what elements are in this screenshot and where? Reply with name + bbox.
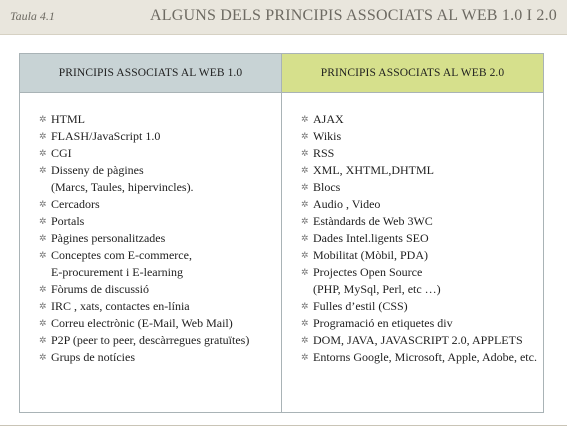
list-item — [39, 281, 281, 298]
web2-column — [282, 54, 543, 412]
list-item — [301, 111, 543, 128]
list-item-text: P2P (peer to peer, descàrregues gratuïtes) — [51, 333, 250, 347]
web1-list — [20, 93, 281, 366]
list-item-text: XML, XHTML,DHTML — [313, 163, 434, 177]
list-item-text: HTML — [51, 112, 85, 126]
bullet-star-icon: ✲ — [301, 165, 309, 175]
list-item-text: Dades Intel.ligents SEO — [313, 231, 429, 245]
bullet-star-icon: ✲ — [39, 131, 47, 141]
bullet-star-icon: ✲ — [301, 267, 309, 277]
list-item — [39, 111, 281, 128]
bullet-star-icon: ✲ — [301, 148, 309, 158]
bullet-star-icon: ✲ — [39, 216, 47, 226]
list-item — [301, 196, 543, 213]
list-item-text: Audio , Video — [313, 197, 381, 211]
bullet-star-icon: ✲ — [301, 301, 309, 311]
bullet-star-icon: ✲ — [39, 250, 47, 260]
list-item-text: Grups de notícies — [51, 350, 135, 364]
bullet-star-icon: ✲ — [301, 250, 309, 260]
list-item-text: CGI — [51, 146, 72, 160]
list-item — [39, 298, 281, 315]
list-item-text: DOM, JAVA, JAVASCRIPT 2.0, APPLETS — [313, 333, 523, 347]
list-item — [39, 213, 281, 230]
list-item-text: Entorns Google, Microsoft, Apple, Adobe, etc. — [313, 350, 537, 364]
list-item — [301, 179, 543, 196]
bullet-star-icon: ✲ — [301, 233, 309, 243]
bullet-star-icon: ✲ — [301, 216, 309, 226]
bullet-star-icon: ✲ — [301, 199, 309, 209]
list-item-text: Cercadors — [51, 197, 100, 211]
list-item-text: Estàndards de Web 3WC — [313, 214, 433, 228]
list-item — [301, 247, 543, 264]
list-item — [301, 349, 543, 366]
list-item-text: Blocs — [313, 180, 341, 194]
bullet-star-icon: ✲ — [301, 131, 309, 141]
list-item — [301, 298, 543, 315]
list-item-text: Portals — [51, 214, 85, 228]
list-item-text: RSS — [313, 146, 335, 160]
bullet-star-icon: ✲ — [39, 318, 47, 328]
list-item-text: AJAX — [313, 112, 344, 126]
comparison-table — [19, 53, 544, 413]
list-item — [39, 349, 281, 366]
list-item — [39, 315, 281, 332]
web2-list — [282, 93, 543, 366]
bullet-star-icon: ✲ — [39, 199, 47, 209]
list-item — [301, 264, 543, 298]
list-item — [39, 145, 281, 162]
list-item — [39, 247, 281, 281]
list-item-text: FLASH/JavaScript 1.0 — [51, 129, 161, 143]
bottom-rule — [0, 425, 567, 426]
bullet-star-icon: ✲ — [301, 182, 309, 192]
web1-column — [20, 54, 282, 412]
list-item — [39, 332, 281, 349]
bullet-star-icon: ✲ — [39, 284, 47, 294]
list-item-text: Fòrums de discussió — [51, 282, 150, 296]
list-item — [39, 162, 281, 196]
table-number: Taula 4.1 — [10, 9, 55, 23]
list-item — [39, 230, 281, 247]
list-item — [301, 162, 543, 179]
list-item-text: IRC , xats, contactes en-línia — [51, 299, 190, 313]
bullet-star-icon: ✲ — [39, 114, 47, 124]
list-item-text: Programació en etiquetes div — [313, 316, 453, 330]
bullet-star-icon: ✲ — [301, 318, 309, 328]
bullet-star-icon: ✲ — [39, 233, 47, 243]
list-item — [301, 213, 543, 230]
list-item — [301, 332, 543, 349]
list-item-text: Conceptes com E-commerce, E-procurement i E-learning — [51, 248, 192, 279]
table-title: ALGUNS DELS PRINCIPIS ASSOCIATS AL WEB 1.0 I 2.0 — [150, 7, 557, 24]
list-item — [301, 230, 543, 247]
list-item — [301, 315, 543, 332]
list-item-text: Pàgines personalitzades — [51, 231, 166, 245]
bullet-star-icon: ✲ — [301, 335, 309, 345]
list-item-text: Disseny de pàgines (Marcs, Taules, hipervincles). — [51, 163, 194, 194]
list-item-text: Wikis — [313, 129, 342, 143]
list-item — [39, 196, 281, 213]
list-item — [301, 145, 543, 162]
web2-heading: PRINCIPIS ASSOCIATS AL WEB 2.0 — [282, 54, 543, 93]
list-item — [39, 128, 281, 145]
bullet-star-icon: ✲ — [39, 148, 47, 158]
list-item-text: Projectes Open Source (PHP, MySql, Perl, etc …) — [313, 265, 441, 296]
bullet-star-icon: ✲ — [39, 335, 47, 345]
web1-heading: PRINCIPIS ASSOCIATS AL WEB 1.0 — [20, 54, 281, 93]
list-item — [301, 128, 543, 145]
list-item-text: Mobilitat (Mòbil, PDA) — [313, 248, 429, 262]
bullet-star-icon: ✲ — [39, 165, 47, 175]
bullet-star-icon: ✲ — [301, 114, 309, 124]
list-item-text: Correu electrònic (E-Mail, Web Mail) — [51, 316, 233, 330]
bullet-star-icon: ✲ — [301, 352, 309, 362]
list-item-text: Fulles d’estil (CSS) — [313, 299, 408, 313]
bullet-star-icon: ✲ — [39, 352, 47, 362]
bullet-star-icon: ✲ — [39, 301, 47, 311]
title-band — [0, 0, 567, 35]
